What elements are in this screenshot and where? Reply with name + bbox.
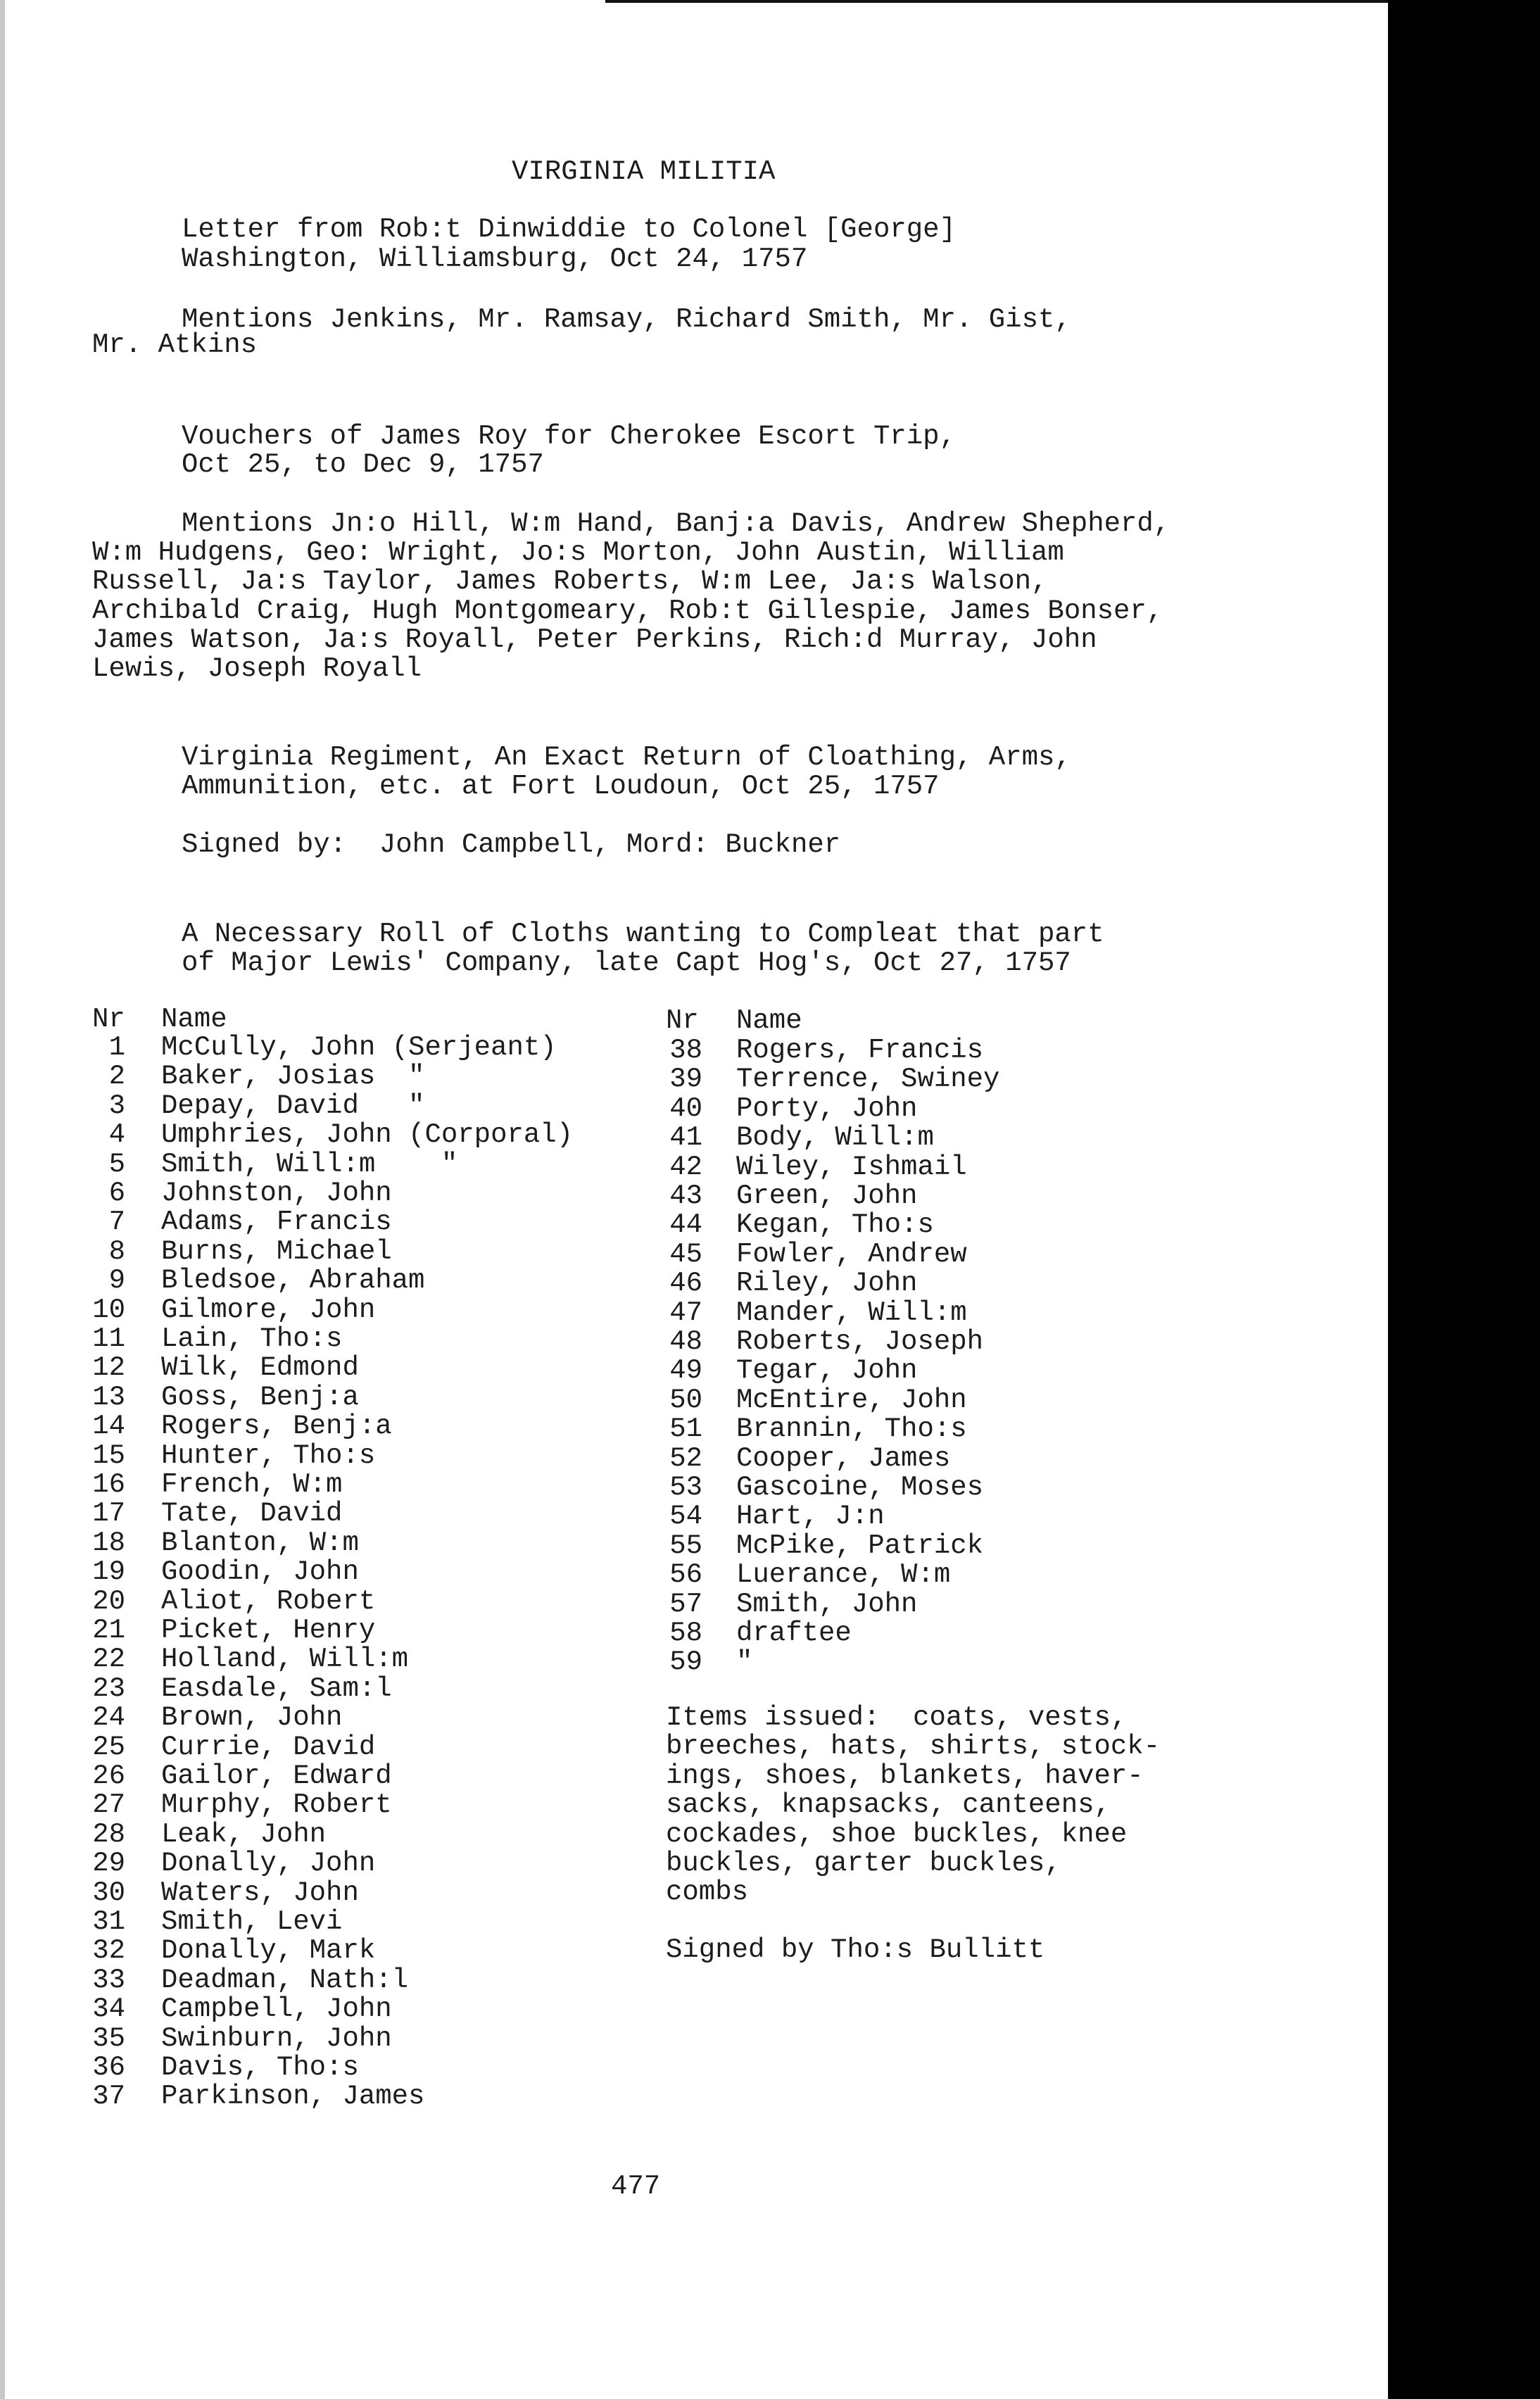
roll-entry-name: Adams, Francis <box>161 1207 392 1238</box>
roll-entry-name: Luerance, W:m <box>736 1559 951 1591</box>
roll-entry-name: Parkinson, James <box>161 2081 425 2112</box>
roll-entry-number: 29 <box>92 1848 125 1879</box>
items-issued-line: cockades, shoe buckles, knee <box>666 1818 1128 1850</box>
roll-entry-number: 8 <box>108 1235 125 1267</box>
roll-entry-number: 59 <box>669 1646 702 1678</box>
roll-entry-name: Picket, Henry <box>161 1615 376 1646</box>
entry2-heading-line: Vouchers of James Roy for Cherokee Escort Trip, <box>182 421 956 452</box>
items-issued-line: breeches, hats, shirts, stock- <box>666 1731 1161 1763</box>
roll-entry-number: 33 <box>92 1964 125 1996</box>
roll-entry-name: McCully, John (Serjeant) <box>161 1032 557 1063</box>
roll-entry-name: Goodin, John <box>161 1556 359 1588</box>
roll-entry-name: Johnston, John <box>161 1178 392 1209</box>
roll-entry-number: 2 <box>108 1061 125 1093</box>
roll-entry-number: 12 <box>92 1352 125 1384</box>
roll-entry-name: Rogers, Benj:a <box>161 1411 392 1442</box>
roll-entry-number: 48 <box>669 1326 702 1357</box>
entry3-signed: Signed by: John Campbell, Mord: Buckner <box>182 829 841 860</box>
entry1-heading-line: Letter from Rob:t Dinwiddie to Colonel [George] <box>182 214 956 245</box>
roll-entry-name: Leak, John <box>161 1818 327 1850</box>
roll-entry-name: Green, John <box>736 1180 918 1211</box>
roll-entry-name: Davis, Tho:s <box>161 2052 359 2083</box>
roll-entry-name: Gilmore, John <box>161 1294 376 1326</box>
roll-entry-name: Holland, Will:m <box>161 1644 409 1675</box>
roll-entry-name: Terrence, Swiney <box>736 1064 1000 1095</box>
roll-entry-number: 34 <box>92 1994 125 2025</box>
roll-entry-number: 4 <box>108 1119 125 1151</box>
items-issued-line: combs <box>666 1877 749 1908</box>
roll-entry-number: 31 <box>92 1906 125 1937</box>
entry4-heading-line: of Major Lewis' Company, late Capt Hog's, Oct 27, 1757 <box>182 947 1071 978</box>
roll-entry-number: 3 <box>108 1090 125 1121</box>
roll-entry-number: 44 <box>669 1209 702 1241</box>
roll-entry-number: 40 <box>669 1093 702 1124</box>
roll-right-header-name: Name <box>736 1005 802 1036</box>
roll-entry-name: McPike, Patrick <box>736 1530 984 1561</box>
roll-entry-name: Waters, John <box>161 1877 359 1908</box>
roll-entry-number: 26 <box>92 1761 125 1792</box>
roll-left-header-nr: Nr <box>92 1004 125 1035</box>
page-number: 477 <box>611 2171 661 2202</box>
roll-entry-number: 17 <box>92 1498 125 1530</box>
roll-entry-number: 24 <box>92 1702 125 1734</box>
roll-entry-number: 35 <box>92 2022 125 2054</box>
roll-entry-number: 57 <box>669 1588 702 1620</box>
roll-entry-name: Wilk, Edmond <box>161 1352 359 1384</box>
roll-entry-name: Swinburn, John <box>161 2022 392 2054</box>
entry1-mentions-line: Mentions Jenkins, Mr. Ramsay, Richard Smith, Mr. Gist, <box>182 304 1071 335</box>
roll-entry-number: 30 <box>92 1877 125 1908</box>
roll-right-header-nr: Nr <box>666 1005 699 1036</box>
entry1-mentions-line: Mr. Atkins <box>92 329 258 360</box>
entry2-mentions-line: Russell, Ja:s Taylor, James Roberts, W:m Lee, Ja:s Walson, <box>92 566 1048 597</box>
roll-entry-number: 58 <box>669 1618 702 1649</box>
roll-entry-name: draftee <box>736 1618 852 1649</box>
roll-entry-name: Currie, David <box>161 1731 376 1763</box>
roll-entry-name: Campbell, John <box>161 1994 392 2025</box>
roll-entry-number: 42 <box>669 1151 702 1183</box>
entry4-heading-line: A Necessary Roll of Cloths wanting to Compleat that part <box>182 919 1104 950</box>
roll-entry-number: 55 <box>669 1530 702 1561</box>
roll-entry-name: French, W:m <box>161 1469 343 1500</box>
scan-top-border <box>605 0 1388 3</box>
entry2-mentions-line: James Watson, Ja:s Royall, Peter Perkins, Rich:d Murray, John <box>92 624 1097 655</box>
roll-entry-name: Hunter, Tho:s <box>161 1440 376 1471</box>
roll-entry-name: Tegar, John <box>736 1355 918 1387</box>
roll-entry-number: 20 <box>92 1585 125 1617</box>
roll-entry-name: Body, Will:m <box>736 1122 934 1154</box>
roll-entry-name: Tate, David <box>161 1498 343 1530</box>
roll-entry-name: Murphy, Robert <box>161 1789 392 1821</box>
roll-entry-name: " <box>736 1646 753 1678</box>
page-title: VIRGINIA MILITIA <box>512 156 776 187</box>
roll-entry-name: Smith, Will:m " <box>161 1148 458 1180</box>
entry3-heading-line: Virginia Regiment, An Exact Return of Cloathing, Arms, <box>182 742 1071 773</box>
entry2-heading-line: Oct 25, to Dec 9, 1757 <box>182 449 544 480</box>
roll-entry-number: 51 <box>669 1413 702 1445</box>
entry4-signed: Signed by Tho:s Bullitt <box>666 1934 1045 1965</box>
roll-entry-number: 49 <box>669 1355 702 1387</box>
roll-entry-name: Easdale, Sam:l <box>161 1673 392 1704</box>
roll-entry-name: Donally, John <box>161 1848 376 1879</box>
roll-entry-name: Deadman, Nath:l <box>161 1964 409 1996</box>
roll-entry-number: 32 <box>92 1935 125 1967</box>
roll-entry-name: Smith, Levi <box>161 1906 343 1937</box>
roll-entry-name: McEntire, John <box>736 1384 967 1416</box>
roll-entry-number: 46 <box>669 1268 702 1299</box>
entry3-heading-line: Ammunition, etc. at Fort Loudoun, Oct 25, 1757 <box>182 771 940 802</box>
roll-entry-name: Smith, John <box>736 1588 918 1620</box>
roll-entry-number: 13 <box>92 1381 125 1413</box>
page-edge <box>0 0 5 2399</box>
roll-entry-name: Wiley, Ishmail <box>736 1151 967 1183</box>
items-issued-line: buckles, garter buckles, <box>666 1848 1061 1879</box>
roll-entry-number: 23 <box>92 1673 125 1704</box>
roll-entry-number: 39 <box>669 1064 702 1095</box>
roll-entry-name: Brannin, Tho:s <box>736 1413 967 1445</box>
items-issued-line: sacks, knapsacks, canteens, <box>666 1789 1111 1821</box>
roll-entry-number: 37 <box>92 2081 125 2112</box>
roll-entry-number: 21 <box>92 1615 125 1646</box>
roll-entry-name: Gailor, Edward <box>161 1761 392 1792</box>
roll-entry-name: Blanton, W:m <box>161 1527 359 1559</box>
roll-entry-number: 41 <box>669 1122 702 1154</box>
roll-entry-number: 36 <box>92 2052 125 2083</box>
roll-entry-number: 19 <box>92 1556 125 1588</box>
roll-entry-number: 50 <box>669 1384 702 1416</box>
roll-entry-number: 54 <box>669 1501 702 1532</box>
roll-entry-number: 10 <box>92 1294 125 1326</box>
roll-entry-number: 1 <box>108 1032 125 1063</box>
roll-left-header-name: Name <box>161 1004 227 1035</box>
roll-entry-number: 7 <box>108 1207 125 1238</box>
roll-entry-name: Aliot, Robert <box>161 1585 376 1617</box>
roll-entry-number: 11 <box>92 1323 125 1354</box>
roll-entry-name: Lain, Tho:s <box>161 1323 343 1354</box>
roll-entry-name: Fowler, Andrew <box>736 1238 967 1270</box>
entry2-mentions-line: W:m Hudgens, Geo: Wright, Jo:s Morton, John Austin, William <box>92 537 1064 568</box>
roll-entry-name: Bledsoe, Abraham <box>161 1265 425 1297</box>
items-issued-line: ings, shoes, blankets, haver- <box>666 1760 1144 1792</box>
roll-entry-name: Baker, Josias " <box>161 1061 425 1093</box>
roll-entry-number: 45 <box>669 1238 702 1270</box>
roll-entry-number: 14 <box>92 1411 125 1442</box>
roll-entry-name: Goss, Benj:a <box>161 1381 359 1413</box>
roll-entry-name: Cooper, James <box>736 1442 951 1474</box>
roll-entry-number: 9 <box>108 1265 125 1297</box>
roll-entry-number: 38 <box>669 1035 702 1066</box>
roll-entry-name: Roberts, Joseph <box>736 1326 984 1357</box>
roll-entry-number: 5 <box>108 1148 125 1180</box>
roll-entry-name: Brown, John <box>161 1702 343 1734</box>
roll-entry-name: Rogers, Francis <box>736 1035 984 1066</box>
roll-entry-name: Umphries, John (Corporal) <box>161 1119 574 1151</box>
roll-entry-number: 6 <box>108 1178 125 1209</box>
roll-entry-name: Donally, Mark <box>161 1935 376 1967</box>
roll-entry-name: Depay, David " <box>161 1090 425 1121</box>
entry2-mentions-line: Lewis, Joseph Royall <box>92 653 422 684</box>
roll-entry-name: Porty, John <box>736 1093 918 1124</box>
roll-entry-number: 52 <box>669 1442 702 1474</box>
roll-entry-number: 15 <box>92 1440 125 1471</box>
roll-entry-name: Burns, Michael <box>161 1235 392 1267</box>
roll-entry-name: Hart, J:n <box>736 1501 885 1532</box>
roll-entry-number: 16 <box>92 1469 125 1500</box>
entry2-mentions-line: Mentions Jn:o Hill, W:m Hand, Banj:a Davis, Andrew Shepherd, <box>182 508 1170 539</box>
entry1-heading-line: Washington, Williamsburg, Oct 24, 1757 <box>182 244 808 275</box>
roll-entry-number: 18 <box>92 1527 125 1559</box>
roll-entry-number: 47 <box>669 1297 702 1328</box>
roll-entry-number: 53 <box>669 1472 702 1503</box>
roll-entry-number: 56 <box>669 1559 702 1591</box>
roll-entry-name: Riley, John <box>736 1268 918 1299</box>
roll-entry-number: 27 <box>92 1789 125 1821</box>
roll-entry-name: Mander, Will:m <box>736 1297 967 1328</box>
roll-entry-number: 25 <box>92 1731 125 1763</box>
roll-entry-name: Gascoine, Moses <box>736 1472 984 1503</box>
roll-entry-number: 28 <box>92 1818 125 1850</box>
roll-entry-number: 22 <box>92 1644 125 1675</box>
items-issued-line: Items issued: coats, vests, <box>666 1702 1128 1733</box>
roll-entry-number: 43 <box>669 1180 702 1211</box>
entry2-mentions-line: Archibald Craig, Hugh Montgomeary, Rob:t Gillespie, James Bonser, <box>92 596 1163 626</box>
roll-entry-name: Kegan, Tho:s <box>736 1209 934 1241</box>
